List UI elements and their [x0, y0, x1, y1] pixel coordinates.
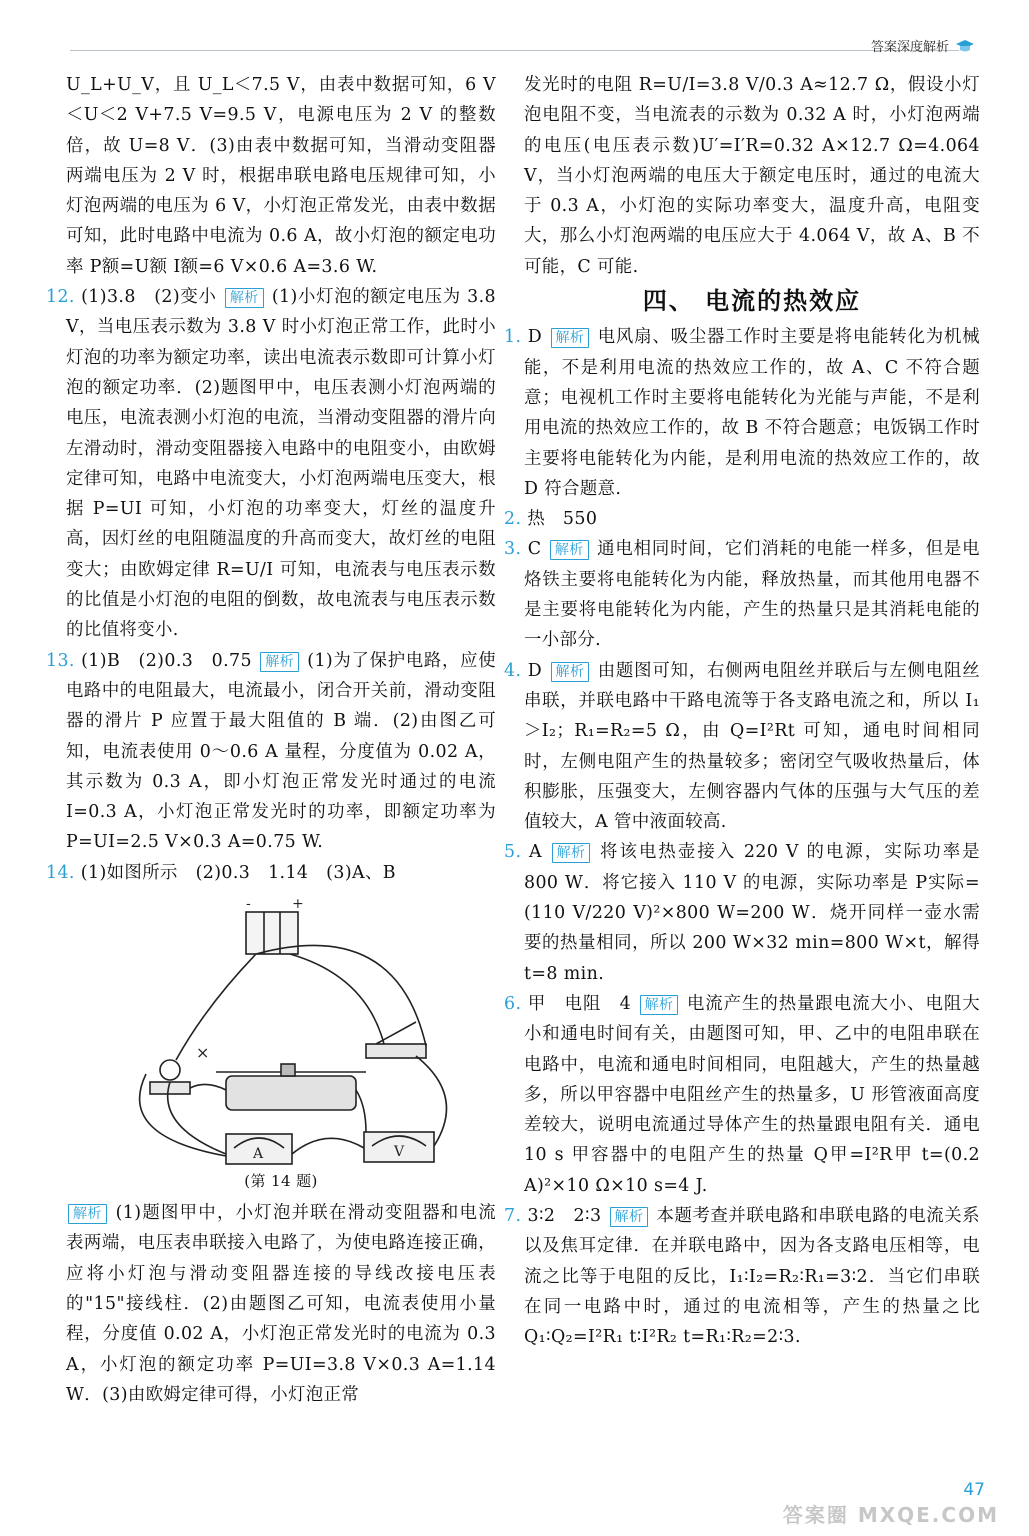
answer: 热 550 — [527, 509, 598, 530]
answer: 3∶2 2∶3 — [527, 1205, 602, 1226]
analysis-tag: 解析 — [225, 288, 264, 308]
analysis-text: 通电相同时间，它们消耗的电能一样多，但是电烙铁主要将电能转化为内能，释放热量，而其他用电器不是主要将电能转化为内能，产生的热量只是其消耗电能的一小部分. — [524, 539, 980, 651]
graduation-cap-icon — [955, 39, 975, 53]
question-14-analysis — [66, 1198, 496, 1410]
question-number: 4. — [504, 660, 522, 681]
answer-item-6 — [504, 989, 981, 1201]
question-number: 3. — [504, 539, 522, 560]
question-number: 7. — [504, 1205, 522, 1226]
left-column — [46, 70, 497, 1410]
answer-item-5 — [504, 837, 980, 988]
question-number: 2. — [504, 509, 522, 530]
circuit-diagram — [66, 896, 486, 1168]
analysis-tag: 解析 — [610, 1207, 649, 1227]
voltmeter-label: V — [394, 1144, 405, 1161]
analysis-tag: 解析 — [551, 662, 590, 682]
answer-item-1 — [504, 322, 981, 504]
figure-caption: (第 14 题) — [244, 1172, 318, 1191]
watermark: 答案圈 MXQE.COM — [782, 1503, 999, 1527]
analysis-tag: 解析 — [640, 995, 679, 1015]
right-column — [504, 70, 981, 1352]
analysis-tag: 解析 — [260, 652, 299, 672]
header-rule — [70, 50, 959, 51]
section-title: 四、 电流的热效应 — [642, 287, 862, 316]
question-number: 12. — [46, 287, 75, 308]
analysis-tag: 解析 — [68, 1204, 107, 1224]
header-brand — [871, 36, 975, 55]
answer: C — [527, 539, 542, 560]
answer: (1)B (2)0.3 0.75 — [81, 650, 252, 671]
analysis-text: 本题考查并联电路和串联电路的电流关系以及焦耳定律．在并联电路中，因为各支路电压相等，电流之比等于电阻的反比，I₁∶I₂=R₂∶R₁=3∶2．当它们串联在同一电路中时，通过的电流相等，产生的热量之比 Q₁∶Q₂=I²R₁ t∶I²R₂ t=R₁∶R₂=2∶3. — [524, 1205, 980, 1348]
left-intro: U_L+U_V，且 U_L＜7.5 V，由表中数据可知，6 V＜U＜2 V+7.5 V=9.5 V，电源电压为 2 V 的整数倍，故 U=8 V．(3)由表中数据可知，当滑动变阻器两端电压为 2 V 时，根据串联电路电压规律可知，小灯泡两端的电压为 6 V，小灯泡正常发光，由表中数据可知，此时电路中电流为 0.6 A，故小灯泡的额定电功率 P额=U额 I额=6 V×0.6 A=3.6 W. — [66, 75, 496, 277]
answer: D — [527, 327, 543, 348]
analysis-text: 电风扇、吸尘器工作时主要是将电能转化为机械能，不是利用电流的热效应工作的，故 A、C 不符合题意；电视机工作时主要将电能转化为光能与声能，不是利用电流的热效应工作的，故 B 不符合题意；电饭锅工作时主要将电能转化为内能，是利用电流的热效应工作的，故 D 符合题意. — [524, 327, 981, 499]
page-number: 47 — [963, 1480, 985, 1500]
analysis-text: 由题图可知，右侧两电阻丝并联后与左侧电阻丝串联，并联电路中干路电流等于各支路电流之和，所以 I₁＞I₂；R₁=R₂=5 Ω，由 Q=I²Rt 可知，通电时间相同时，左侧电阻产生的热量较多；密闭空气吸收热量后，体积膨胀，压强变大，左侧容器内气体的压强与大气压的差值较大，A 管中液面较高. — [524, 660, 981, 833]
answer: D — [527, 660, 543, 681]
answer: (1)如图所示 (2)0.3 1.14 (3)A、B — [80, 862, 396, 883]
analysis-text: (1)小灯泡的额定电压为 3.8 V，当电压表示数为 3.8 V 时小灯泡正常工作，此时小灯泡的功率为额定功率，读出电流表示数即可计算小灯泡的额定功率．(2)题图甲中，电压表测小灯泡两端的电压，电流表测小灯泡的电流，当滑动变阻器的滑片向左滑动时，滑动变阻器接入电路中的电阻变小，由欧姆定律可知，电路中电流变大，小灯泡两端电压变大，根据 P=UI 可知，小灯泡的功率变大，灯丝的温度升高，因灯丝的电阻随温度的升高而变大，故灯丝的电阻变大；由欧姆定律 R=U/I 可知，电流表与电压表示数的比值是小灯泡的电阻的倒数，故电流表与电压表示数的比值将变小. — [66, 287, 497, 641]
answer-item-4 — [504, 656, 981, 838]
question-13 — [46, 646, 497, 858]
wire-cross-mark: × — [196, 1043, 210, 1063]
answer: A — [529, 842, 542, 863]
ammeter-label: A — [253, 1146, 264, 1163]
battery-plus-label: + — [292, 896, 305, 913]
analysis-text: 将该电热壶接入 220 V 的电源，实际功率是 800 W．将它接入 110 V 的电源，实际功率是 P实际=(110 V/220 V)²×800 W=200 W．烧开同样一壶水需要的热量相同，所以 200 W×32 min=800 W×t，解得 t=8 min. — [524, 842, 980, 984]
question-14 — [46, 858, 496, 888]
analysis-tag: 解析 — [551, 328, 590, 348]
answer-item-2 — [504, 504, 980, 534]
question-12 — [46, 282, 497, 646]
brand-text: 答案深度解析 — [870, 40, 949, 55]
question-number: 14. — [46, 862, 75, 883]
answer: 甲 电阻 4 — [527, 993, 632, 1014]
analysis-text: 电流产生的热量跟电流大小、电阻大小和通电时间有关，由题图可知，甲、乙中的电阻串联在电路中，电流和通电时间相同，电阻越大，产生的热量越多，所以甲容器中电阻丝产生的热量多，U 形管液面高度差较大，说明电流通过导体产生的热量跟电阻有关．通电 10 s 甲容器中的电阻产生的热量 Q甲=I²R甲 t=(0.2 A)²×10 Ω×10 s=4 J. — [524, 993, 981, 1196]
right-continuation: 发光时的电阻 R=U/I=3.8 V/0.3 A≈12.7 Ω，假设小灯泡电阻不变，当电流表的示数为 0.32 A 时，小灯泡两端的电压(电压表示数)U′=I′R=0.32 A×12.7 Ω=4.064 V，当小灯泡两端的电压大于额定电压时，通过的电流大于 0.3 A，小灯泡的实际功率变大，温度升高，电阻变大，那么小灯泡两端的电压应大于 4.064 V，故 A、B 不可能，C 可能. — [524, 75, 980, 277]
answer-item-7 — [504, 1201, 980, 1352]
answer: (1)3.8 (2)变小 — [81, 287, 217, 308]
question-number: 6. — [504, 993, 522, 1014]
analysis-tag: 解析 — [550, 540, 589, 560]
question-number: 5. — [504, 842, 522, 863]
answer-item-3 — [504, 534, 980, 655]
question-number: 13. — [46, 650, 75, 671]
analysis-tag: 解析 — [552, 843, 591, 863]
circuit-figure — [66, 896, 486, 1168]
question-number: 1. — [504, 327, 522, 348]
analysis-text: (1)为了保护电路，应使电路中的电阻最大，电流最小，闭合开关前，滑动变阻器的滑片 P 应置于最大阻值的 B 端．(2)由图乙可知，电流表使用 0～0.6 A 量程，分度值为 0.02 A，其示数为 0.3 A，即小灯泡正常发光时通过的电流 I=0.3 A，小灯泡正常发光时的功率，即额定功率为 P=UI=2.5 V×0.3 A=0.75 W. — [66, 650, 497, 853]
battery-minus-label: - — [246, 896, 252, 913]
analysis-text: (1)题图甲中，小灯泡并联在滑动变阻器和电流表两端，电压表串联接入电路了，为使电路连接正确，应将小灯泡与滑动变阻器连接的导线改接电压表的"15"接线柱．(2)由题图乙可知，电流表使用小量程，分度值 0.02 A，小灯泡正常发光时的电流为 0.3 A，小灯泡的额定功率 P=UI=3.8 V×0.3 A=1.14 W．(3)由欧姆定律可得，小灯泡正常 — [66, 1203, 497, 1405]
